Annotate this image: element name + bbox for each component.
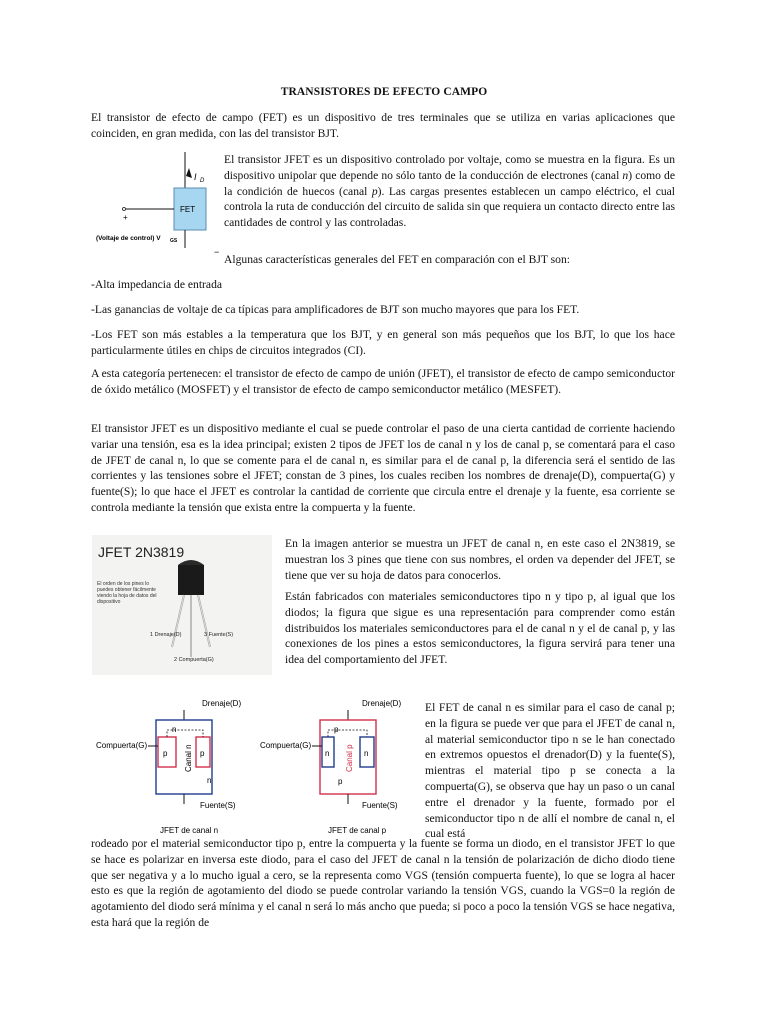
control-voltage-label: (Voltaje de control) V: [96, 235, 161, 242]
bullet-1: -Alta impedancia de entrada: [91, 278, 223, 291]
pin-1-label: 1 Drenaje(D): [150, 632, 182, 638]
current-sub: D: [200, 178, 205, 184]
jfet-p-diagram: [260, 699, 401, 835]
n-source-label: Fuente(S): [200, 801, 236, 810]
current-label: I: [194, 172, 197, 182]
n-channel-label: Canal n: [184, 744, 193, 772]
fet-box-label: FET: [180, 205, 196, 214]
p-side-right-label: n: [364, 749, 369, 758]
pin-3-label: 3 Fuente(S): [204, 632, 234, 638]
categoria-paragraph: A esta categoría pertenecen: el transistor de efecto de campo de unión (JFET), el transistor de efecto de campo semiconductor de óxido metálico (MOSFET) y el transistor de efecto de campo semiconductor metálico (MESFET).: [91, 367, 675, 396]
pin-2-label: 2 Compuerta(G): [174, 657, 214, 663]
control-voltage-sub: GS: [170, 238, 178, 244]
jfet-n-diagram: [96, 699, 241, 835]
minus-sign: −: [214, 247, 220, 257]
p-caption: JFET de canal p: [328, 826, 387, 835]
fet-voltage-control-figure: [90, 150, 220, 260]
transistor-drawing: [92, 535, 272, 675]
n-side-right-label: p: [200, 749, 205, 758]
plus-sign: +: [123, 213, 128, 222]
canal-full-paragraph: rodeado por el material semiconductor tipo p, entre la compuerta y la fuente se forma un diodo, en el transistor JFET lo que se hace es polarizar en inversa este diodo, para el caso del JFET de canal n la tensión de polarización de dicho diodo tiene que ser negativa y a lo mucho igual a cero, se la representa como VGS (tensión compuerta fuente), lo que se logra al hacer esto es que la región de agotamiento del diodo se puede controlar variando la tensión VGS, cuando la VGS=0 la región de agotamiento del diodo será mínima y el canal n será lo más ancho que pueda; si poco a poco la tensión VGS se hace negativa, esta hará que la región de: [91, 837, 675, 929]
photo-note: El orden de los pines lo puedes obtener fácilmente viendo la hoja de datos del dispositivo: [97, 581, 157, 605]
jfet-control-paragraph: El transistor JFET es un dispositivo mediante el cual se puede controlar el paso de una cierta cantidad de corriente haciendo variar una tensión, esa es la idea principal; existen 2 tipos de JFET los de canal n y los de canal p, se comentará para el caso de JFET de canal n, lo que se comente para el de canal n, es similar para el de canal p, la diferencia será el sentido de las corrientes y las tensiones sobre el JFET; constan de 3 pines, los cuales reciben los nombres de drenaje(D), compuerta(G) y fuente(S); lo que hace el JFET es controlar la cantidad de corriente que circula entre el drenaje y la fuente, esa corriente se controla mediante la tensión que exista entre la compuerta y la fuente.: [91, 422, 675, 514]
photo-title: JFET 2N3819: [98, 544, 185, 560]
caracteristicas-paragraph: Algunas características generales del FET en comparación con el BJT son:: [224, 253, 570, 266]
n-body-top: n: [172, 725, 177, 734]
imagen-paragraph: En la imagen anterior se muestra un JFET de canal n, en este caso el 2N3819, se muestran los 3 pines que tiene con sus nombres, el orden va depender del JFET, se tiene que ver su hoja de datos para conocerlos.: [285, 537, 675, 582]
canal-side-paragraph: El FET de canal n es similar para el caso de canal p; en la figura se puede ver que para el JFET de canal n, al material semiconductor tipo n se le han conectado en extremos opuestos el drenador(D) y la fuente(S), mientras el material tipo p se conecta a la compuerta(G), se observa que hay un paso o un canal entre el drenador y la fuente, formado por el semiconductor tipo n de allí el nombre de canal n, el cual está: [425, 701, 675, 841]
n-body-bottom: n: [207, 776, 212, 785]
intro-paragraph: El transistor de efecto de campo (FET) es un dispositivo de tres terminales que se utiliza en varias aplicaciones que coinciden, en gran medida, con las del transistor BJT.: [91, 111, 675, 140]
page-title: TRANSISTORES DE EFECTO CAMPO: [280, 86, 488, 98]
n-caption: JFET de canal n: [160, 826, 219, 835]
n-drain-label: Drenaje(D): [202, 699, 242, 708]
n-side-left-label: p: [163, 749, 168, 758]
jfet-voltage-paragraph: El transistor JFET es un dispositivo controlado por voltaje, como se muestra en la figura. Es un dispositivo unipolar que depende no sólo tanto de la conducción de electrones (canal n) como de la condición de huecos (canal p). Las cargas presentes establecen un campo eléctrico, el cual controla la ruta de conducción del circuito de salida sin que requiera un contacto directo entre las cantidades de control y las controladas.: [224, 153, 676, 230]
p-body-bottom: p: [338, 777, 343, 786]
jfet-channel-diagrams: [96, 692, 418, 837]
jfet-2n3819-photo: [92, 535, 272, 675]
p-body-top: p: [334, 725, 339, 734]
bullet-2: -Las ganancias de voltaje de ca típicas para amplificadores de BJT son mucho mayores que para los FET.: [91, 303, 580, 316]
p-source-label: Fuente(S): [362, 801, 398, 810]
materiales-paragraph: Están fabricados con materiales semiconductores tipo n y tipo p, al igual que los diodos; la figura que sigue es una representación para comprender como están distribuidos los materiales semiconductores para el de canal n y el de canal p, y las conexiones de los pines a estos semiconductores, la figura servirá para tener una idea del comportamiento del JFET.: [285, 590, 675, 667]
n-gate-label: Compuerta(G): [96, 741, 148, 750]
p-side-left-label: n: [325, 749, 330, 758]
p-gate-label: Compuerta(G): [260, 741, 312, 750]
bullet-3: -Los FET son más estables a la temperatura que los BJT, y en general son más pequeños que los BJT, lo que los hace particularmente útiles en chips de circuitos integrados (CI).: [91, 328, 675, 357]
p-drain-label: Drenaje(D): [362, 699, 402, 708]
p-channel-label: Canal p: [345, 744, 354, 772]
